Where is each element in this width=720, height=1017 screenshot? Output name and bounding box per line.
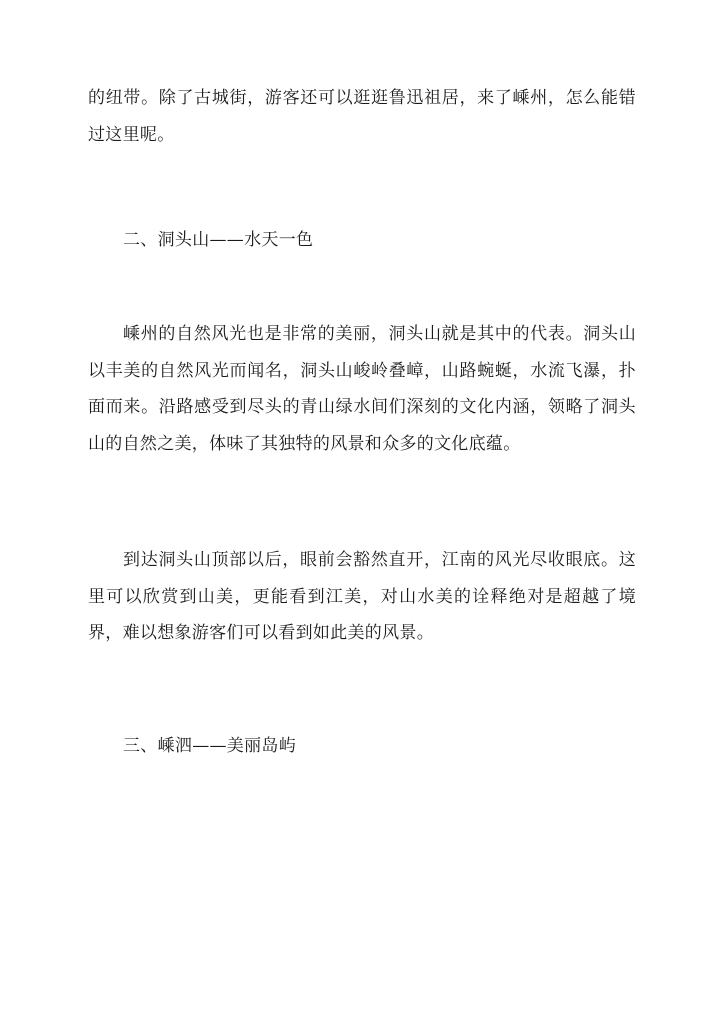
paragraph-continuation: 的纽带。除了古城街，游客还可以逛逛鲁迅祖居，来了嵊州，怎么能错过这里呢。 xyxy=(88,88,636,145)
section-heading-shengsi: 三、嵊泗——美丽岛屿 xyxy=(123,736,296,756)
paragraph-dongtou-intro: 嵊州的自然风光也是非常的美丽，洞头山就是其中的代表。洞头山以丰美的自然风光而闻名，洞头山峻岭叠嶂，山路蜿蜒，水流飞瀑，扑面而来。沿路感受到尽头的青山绿水间们深刻的文化内涵，领略了洞头山的自然之美，体味了其独特的风景和众多的文化底蕴。 xyxy=(88,324,636,454)
section-heading-dongtou: 二、洞头山——水天一色 xyxy=(123,230,314,250)
paragraph-dongtou-top: 到达洞头山顶部以后，眼前会豁然直开，江南的风光尽收眼底。这里可以欣赏到山美，更能看到江美，对山水美的诠释绝对是超越了境界，难以想象游客们可以看到如此美的风景。 xyxy=(88,550,636,643)
